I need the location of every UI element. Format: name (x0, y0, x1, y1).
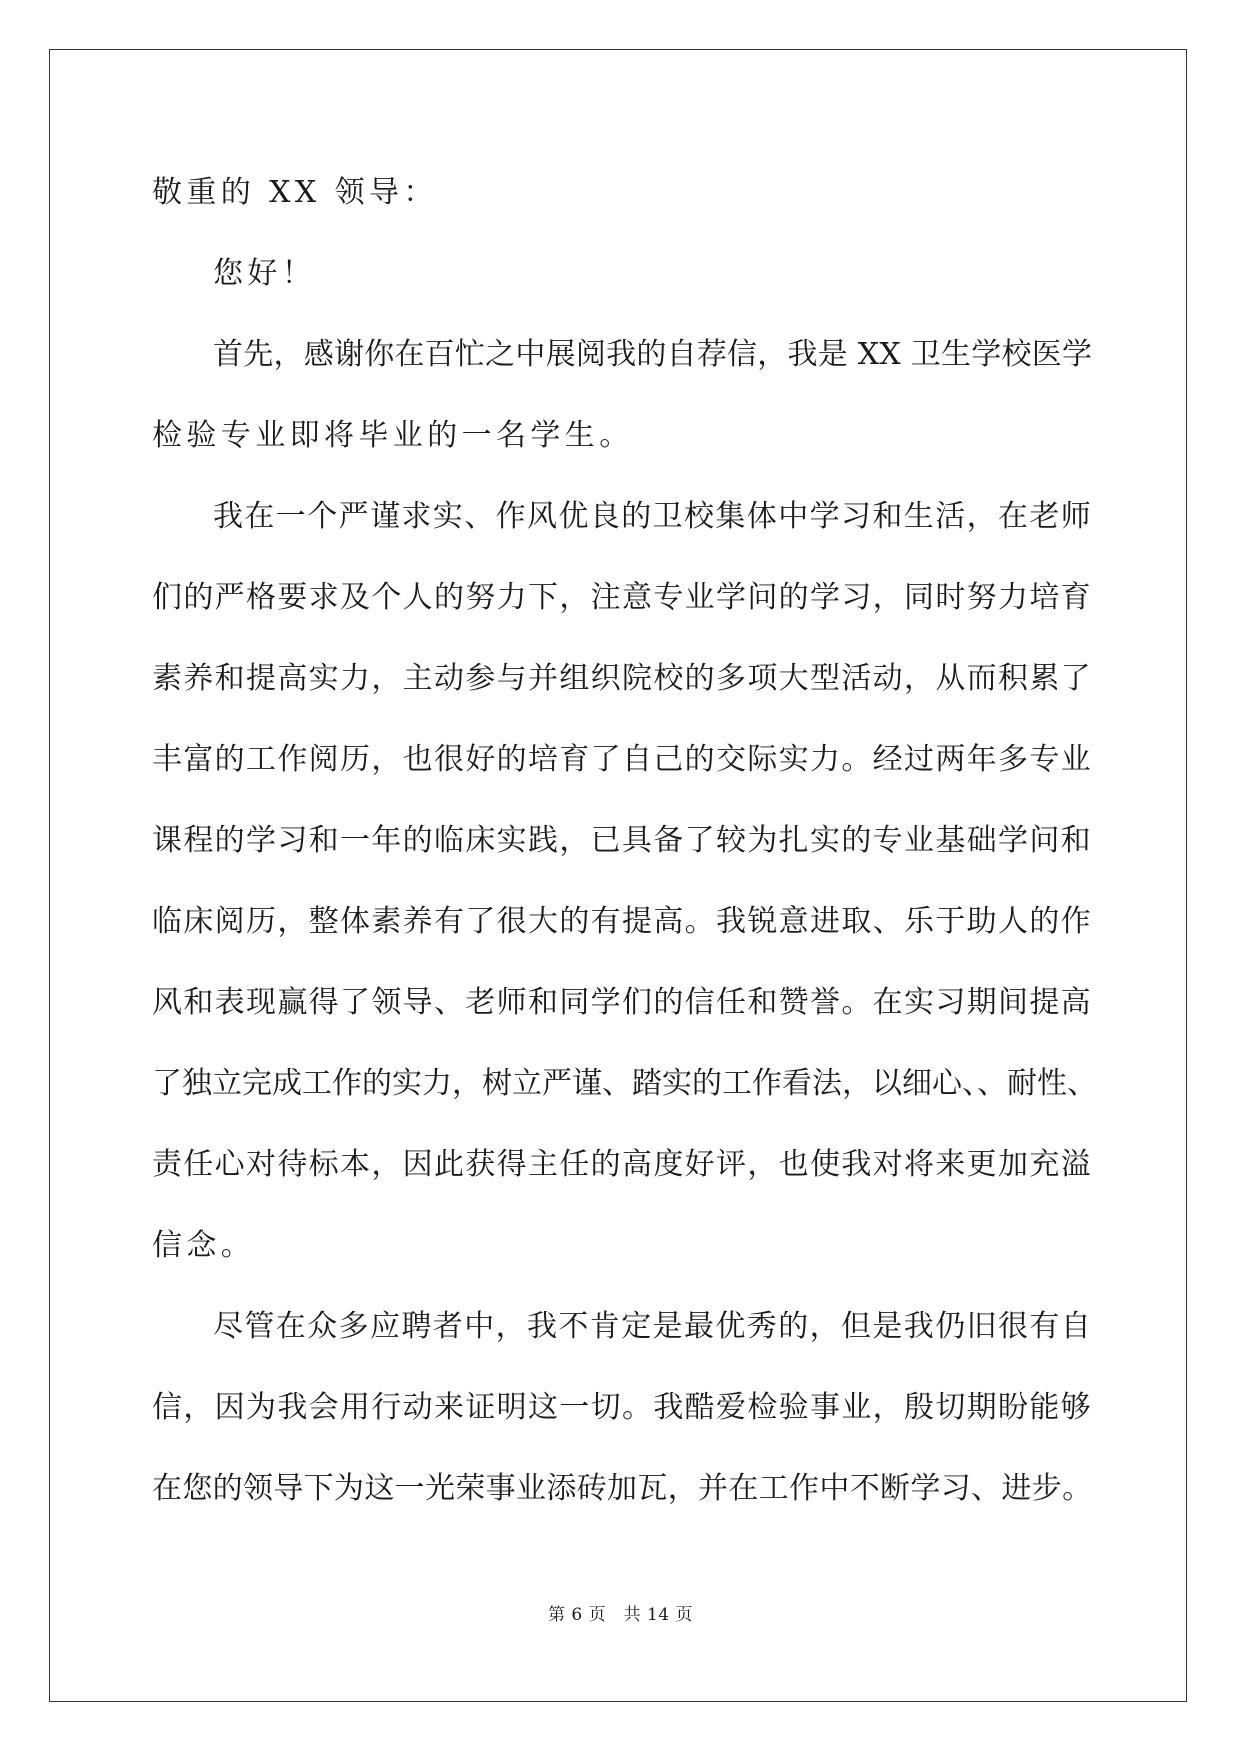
body-line: 我在一个严谨求实、作风优良的卫校集体中学习和生活，在老师 (213, 499, 1093, 534)
body-line: 了独立完成工作的实力，树立严谨、踏实的工作看法，以细心、、耐性、 (152, 1066, 1097, 1101)
body-line: 素养和提高实力，主动参与并组织院校的多项大型活动，从而积累了 (152, 661, 1092, 696)
body-line: 们的严格要求及个人的努力下，注意专业学问的学习，同时努力培育 (152, 580, 1092, 615)
page-border (49, 49, 1187, 1702)
body-line: 在您的领导下为这一光荣事业添砖加瓦，并在工作中不断学习、进步。 (152, 1471, 1093, 1506)
salutation-line: 敬重的 XX 领导： (152, 175, 438, 210)
body-line: 检验专业即将毕业的一名学生。 (152, 418, 634, 453)
body-line: 首先，感谢你在百忙之中展阅我的自荐信，我是 XX 卫生学校医学 (213, 337, 1093, 372)
body-line: 丰富的工作阅历，也很好的培育了自己的交际实力。经过两年多专业 (152, 742, 1092, 777)
body-line: 信，因为我会用行动来证明这一切。我酷爱检验事业，殷切期盼能够 (152, 1390, 1092, 1425)
page-number-footer: 第 6 页 共 14 页 (547, 1605, 694, 1625)
greeting-line: 您好！ (213, 256, 317, 291)
body-line: 责任心对待标本，因此获得主任的高度好评，也使我对将来更加充溢 (152, 1147, 1092, 1182)
body-line: 临床阅历，整体素养有了很大的有提高。我锐意进取、乐于助人的作 (152, 904, 1092, 939)
body-line: 风和表现赢得了领导、老师和同学们的信任和赞誉。在实习期间提高 (152, 985, 1092, 1020)
body-line: 课程的学习和一年的临床实践，已具备了较为扎实的专业基础学问和 (152, 823, 1092, 858)
body-line: 尽管在众多应聘者中，我不肯定是最优秀的，但是我仍旧很有自 (213, 1309, 1093, 1344)
body-line: 信念。 (152, 1228, 256, 1263)
